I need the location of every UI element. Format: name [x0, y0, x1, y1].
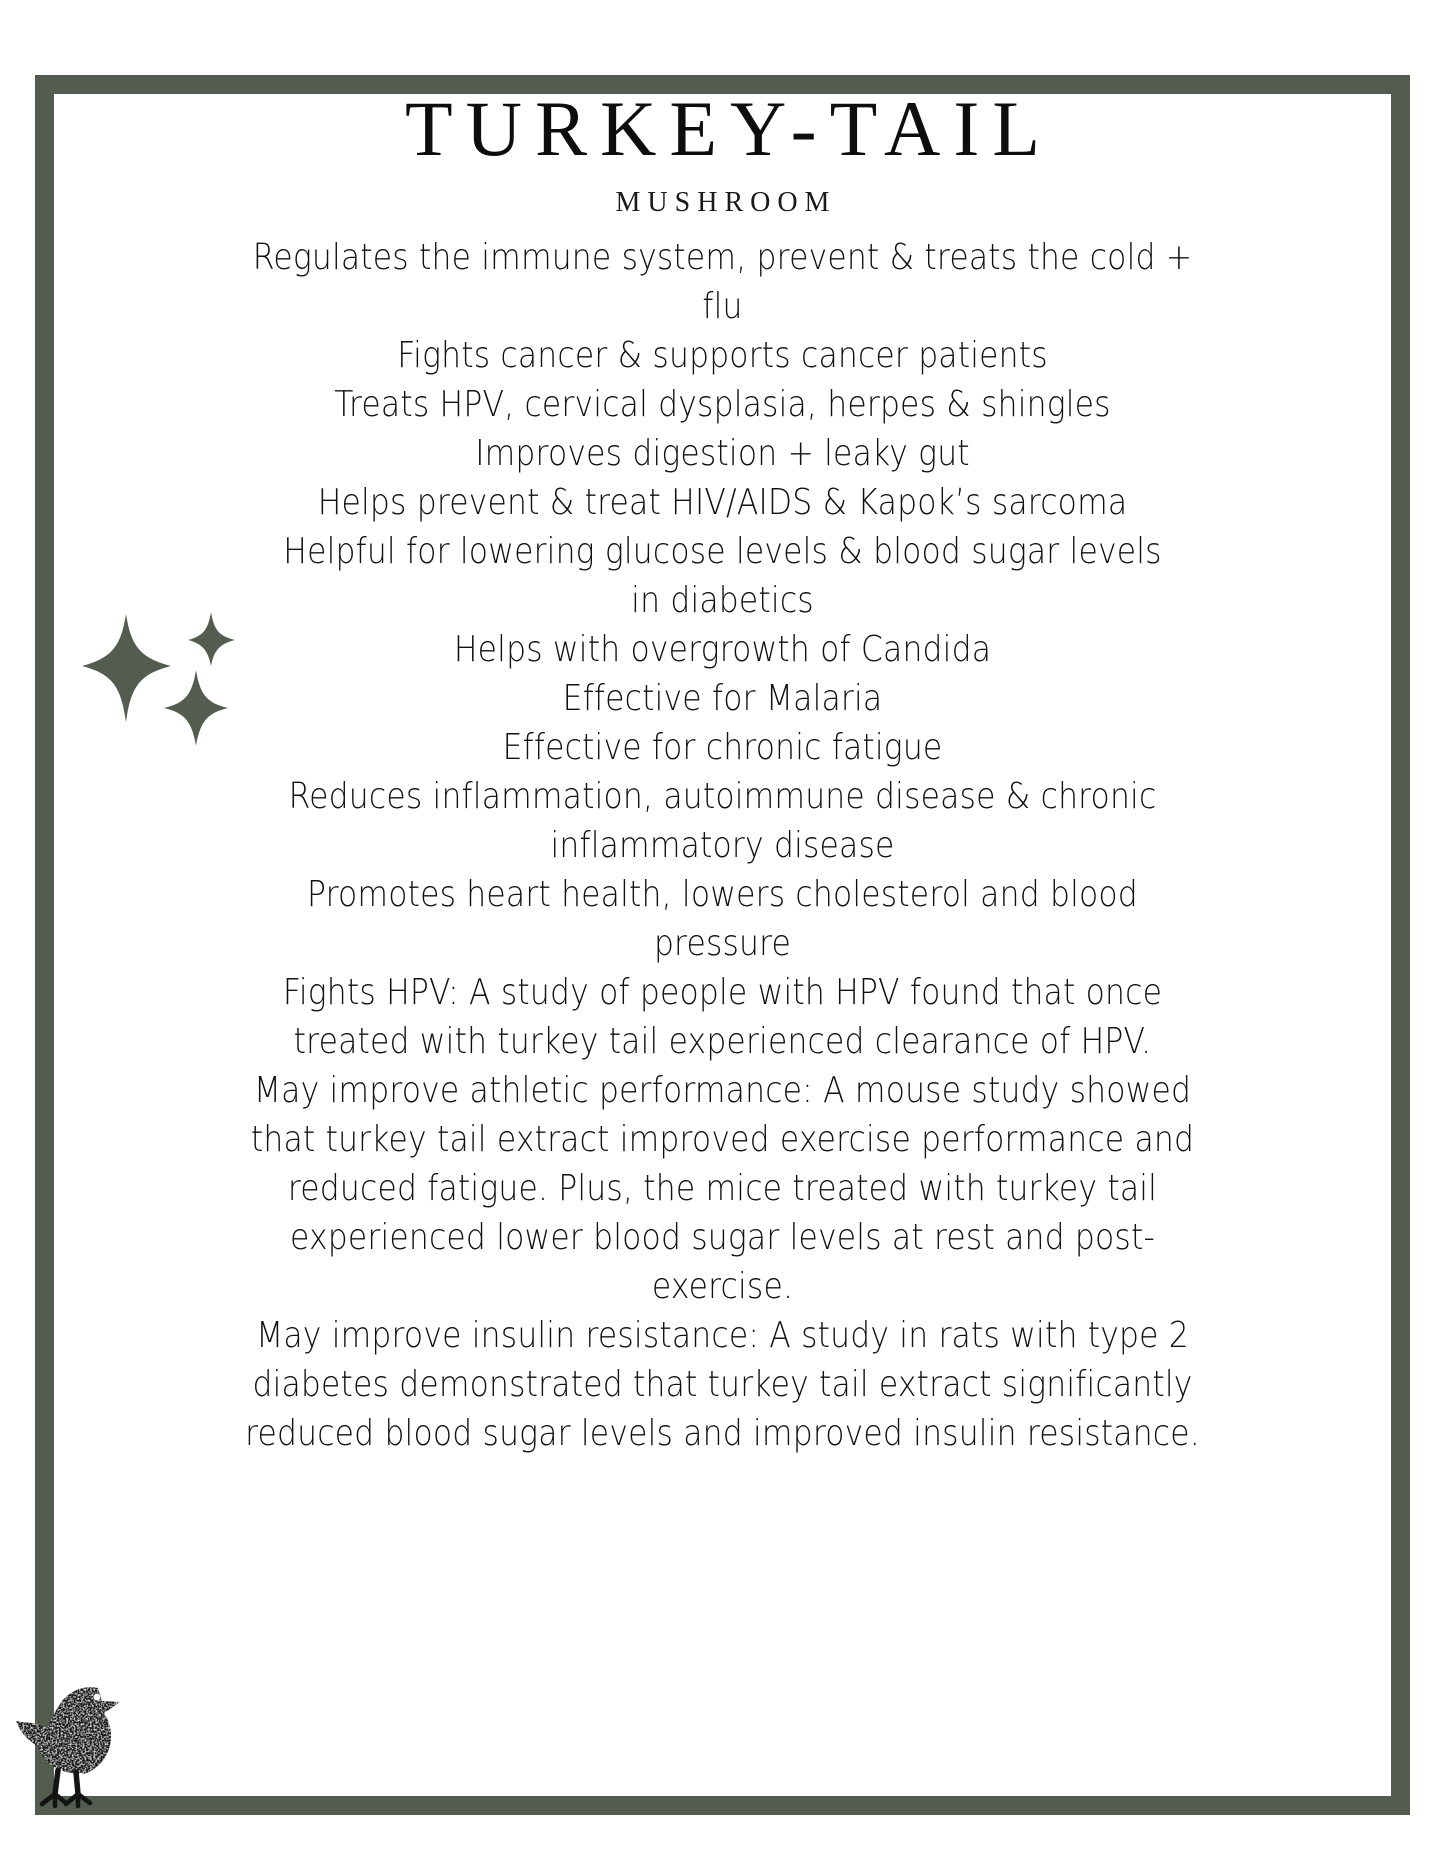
- page-subtitle: MUSHROOM: [615, 186, 837, 218]
- benefit-line: pressure: [653, 922, 792, 964]
- benefit-line: May improve insulin resistance: A study in rats with type 2: [256, 1314, 1189, 1356]
- page-title: TURKEY-TAIL: [405, 85, 1053, 172]
- sparkle-small-icon: [188, 612, 235, 666]
- benefit-line: Fights cancer & supports cancer patients: [397, 334, 1048, 376]
- bird-body-shape: [16, 1687, 120, 1806]
- benefit-line: Regulates the immune system, prevent & treats the cold +: [252, 236, 1193, 278]
- bird-legs: [55, 1770, 78, 1794]
- benefit-line: Helps with overgrowth of Candida: [453, 628, 992, 670]
- bird-feet: [42, 1794, 90, 1806]
- sparkle-decoration: [78, 608, 258, 768]
- sparkle-medium-icon: [164, 670, 228, 746]
- benefit-line: Helps prevent & treat HIV/AIDS & Kapok’s sarcoma: [317, 481, 1128, 523]
- benefit-line: Promotes heart health, lowers cholesterol and blood: [307, 873, 1138, 915]
- benefit-line: experienced lower blood sugar levels at rest and post-: [290, 1216, 1155, 1258]
- benefit-line: Effective for Malaria: [562, 677, 883, 719]
- sparkle-large-icon: [82, 614, 171, 722]
- benefit-line: May improve athletic performance: A mouse study showed: [253, 1069, 1192, 1111]
- benefit-line: Helpful for lowering glucose levels & blood sugar levels: [283, 530, 1162, 572]
- benefit-line: reduced fatigue. Plus, the mice treated with turkey tail: [287, 1167, 1158, 1209]
- benefit-line: diabetes demonstrated that turkey tail extract significantly: [252, 1363, 1193, 1405]
- benefit-line: treated with turkey tail experienced clearance of HPV.: [293, 1020, 1152, 1062]
- benefit-line: Improves digestion + leaky gut: [475, 432, 970, 474]
- benefit-line: Treats HPV, cervical dysplasia, herpes & shingles: [334, 383, 1111, 425]
- benefit-line: reduced blood sugar levels and improved insulin resistance.: [245, 1412, 1200, 1454]
- benefit-line: exercise.: [651, 1265, 794, 1307]
- benefits-list: [70, 233, 1375, 1458]
- benefit-line: Fights HPV: A study of people with HPV found that once: [282, 971, 1163, 1013]
- poster-content: [70, 85, 1375, 1458]
- bird-illustration: [14, 1682, 139, 1817]
- benefit-line: inflammatory disease: [550, 824, 895, 866]
- bird-eye: [94, 1694, 101, 1701]
- benefit-line: that turkey tail extract improved exercise performance and: [250, 1118, 1195, 1160]
- benefit-line: in diabetics: [631, 579, 814, 621]
- benefit-line: flu: [702, 285, 743, 327]
- benefit-line: Effective for chronic fatigue: [502, 726, 943, 768]
- benefit-line: Reduces inflammation, autoimmune disease & chronic: [288, 775, 1157, 817]
